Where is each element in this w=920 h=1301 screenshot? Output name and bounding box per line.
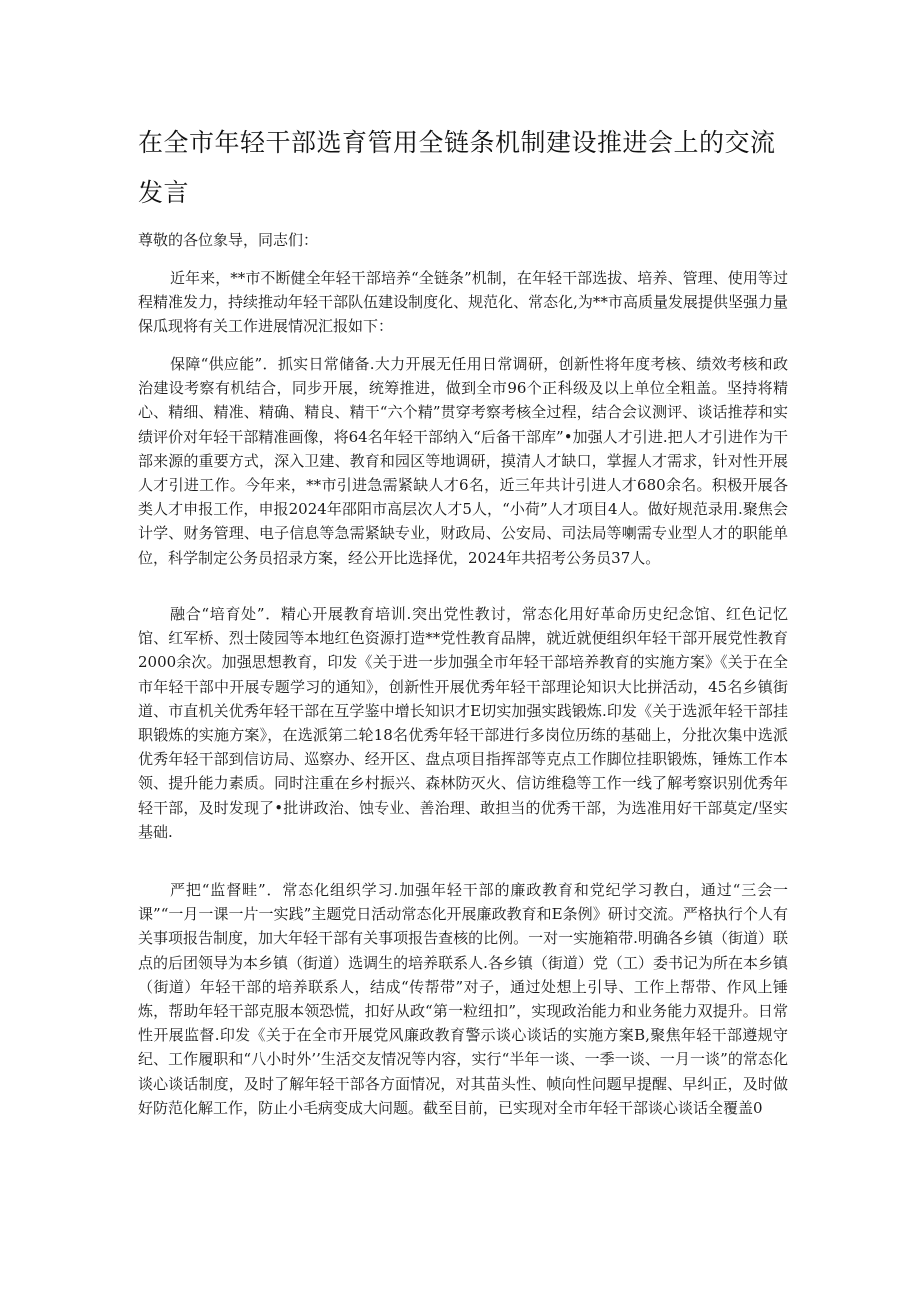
- paragraph-supervision: 严把“监督畦”．常态化组织学习.加强年轻干部的廉政教育和党纪学习教白，通过“三会一课”“一月一课一片一实践”主题党日活动常态化开展廉政教育和E条例》研讨交流。严格执行个人有关事项报告制度，加大年轻干部有关事项报告查核的比例。一对一实施箱带.明确各乡镇（街道）联点的后团领导为本乡镇（街道）选调生的培养联系人.各乡镇（街道）党（工）委书记为所在本乡镇（街道）年轻干部的培养联系人，结成“传帮带”对子，通过处想上引导、工作上帮带、作风上锤炼，帮助年轻干部克服本领恐慌，扣好从政“第一粒纽扣”，实现政治能力和业务能力双提升。日常性开展监督.印发《关于在全市开展党风廉政教育警示谈心谈话的实施方案B,聚焦年轻干部遵规守纪、工作履职和“八小时外’’生活交友情况等内容，实行“半年一谈、一季一谈、一月一谈”的常态化谈心谈话制度，及时了解年轻干部各方面情况，对其苗头性、帧向性问题早提醒、早纠正，及时做好防范化解工作，防止小毛病变成大问题。截至目前，已实现对全市年轻干部谈心谈话全覆盖0: [138, 881, 788, 1117]
- salutation: 尊敬的各位象导，同志们：: [138, 231, 319, 249]
- paragraph-supply: 保障“供应能”．抓实日常储备.大力开展无任用日常调研，创新性将年度考核、绩效考核和政治建设考察有机结合，同步开展，统筹推进，做到全市96个正科级及以上单位全粗盖。坚持将精心、精细、精准、精确、精良、精干“六个精”贯穿考察考核全过程，结合会议测评、谈话推荐和实绩评价对年轻干部精准画像，将64名年轻干部纳入“后备干部库”•加强人才引进.把人才引进作为干部来源的重要方式，深入卫建、教育和园区等地调研，摸清人才缺口，掌握人才需求，针对性开展人才引进工作。今年来，**市引进急需紧缺人才6名，近三年共计引进人才680余名。积极开展各类人才申报工作，申报2024年邵阳市高层次人才5人，“小荷”人才项目4人。做好规范录用.聚焦会计学、财务管理、电子信息等急需紧缺专业，财政局、公安局、司法局等喇需专业型人才的职能单位，科学制定公务员招录方案，经公开比选择优，2024年共招考公务员37人。: [138, 355, 788, 567]
- paragraph-intro: 近年来，**市不断健全年轻干部培养“全链条”机制，在年轻干部选拔、培养、管理、使用等过程精准发力，持续推动年轻干部队伍建设制度化、规范化、常态化,为**市高质量发展提供坚强力量保瓜现将有关工作进展情况汇报如下：: [138, 269, 788, 336]
- paragraph-training: 融合“培育处”．精心开展教育培训.突出党性教讨，常态化用好革命历史纪念馆、红色记忆馆、红军桥、烈士陵园等本地红色资源打造**党性教育品牌，就近就便组织年轻干部开展党性教育2000余次。加强思想教育，印发《关于进一步加强全市年轻干部培养教育的实施方案》《关于在全市年轻干部中开展专题学习的通知》，创新性开展优秀年轻干部理论知识大比拼活动，45名乡镇街道、市直机关优秀年轻干部在互学鉴中增长知识才E切实加强实践锻炼.印发《关于选派年轻干部挂职锻炼的实施方案》，在选派第二轮18名优秀年轻干部进行多岗位历练的基础上，分批次集中选派优秀年轻干部到信访局、巡察办、经开区、盘点项目指挥部等克点工作脚位挂职锻炼，锤炼工作本领、提升能力素质。同时注重在乡村振兴、森林防灭火、信访维稳等工作一线了解考察识别优秀年轻干部，及时发现了•批讲政治、蚀专业、善治理、敢担当的优秀干部，为选准用好干部莫定/坚实基础.: [138, 605, 788, 841]
- document-title: 在全市年轻干部选育管用全链条机制建设推进会上的交流发言: [138, 128, 776, 207]
